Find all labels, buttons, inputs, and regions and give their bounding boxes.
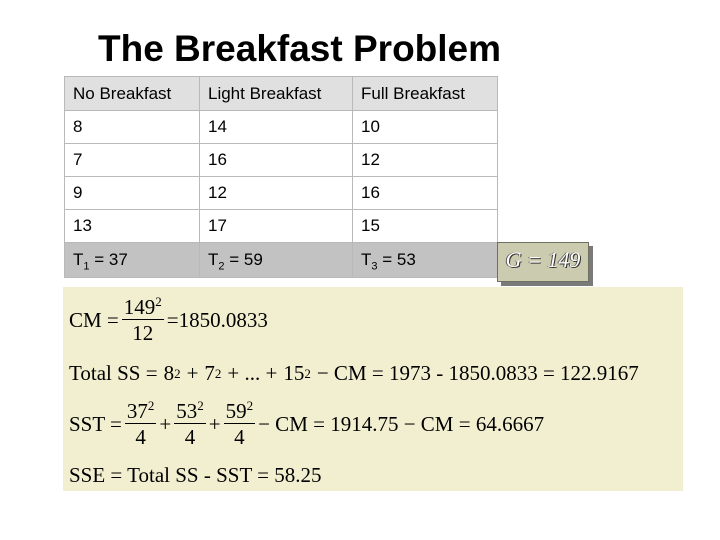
total-subscript: 2 bbox=[218, 260, 225, 273]
total-ss-lhs: Total SS = bbox=[69, 361, 158, 385]
cm-formula bbox=[69, 295, 268, 346]
total-subscript: 3 bbox=[371, 260, 378, 273]
formula-panel bbox=[63, 287, 683, 491]
cm-fraction bbox=[122, 295, 164, 346]
cm-lhs: CM = bbox=[69, 308, 119, 332]
total-value: = 53 bbox=[382, 250, 416, 269]
table-header-row bbox=[65, 77, 498, 111]
term: 8 bbox=[163, 361, 175, 385]
sst-fraction-1 bbox=[125, 399, 157, 450]
fraction-numerator bbox=[174, 399, 206, 424]
table-row bbox=[65, 177, 498, 210]
table-cell: 7 bbox=[65, 144, 200, 177]
sse-text: SSE = Total SS - SST = 58.25 bbox=[69, 463, 322, 487]
grand-total-label: G = 149 bbox=[505, 247, 581, 272]
table-cell: 12 bbox=[200, 177, 353, 210]
fraction-numerator bbox=[122, 295, 164, 320]
plus-sign: + bbox=[186, 361, 199, 385]
fraction-numerator bbox=[125, 399, 157, 424]
table-row bbox=[65, 111, 498, 144]
table-cell: 16 bbox=[200, 144, 353, 177]
table-row bbox=[65, 210, 498, 243]
total-cell-3 bbox=[353, 243, 498, 278]
numerator-base: 149 bbox=[123, 295, 156, 319]
fraction-denominator: 4 bbox=[184, 425, 196, 449]
term: 15 bbox=[283, 361, 305, 385]
total-label: T bbox=[73, 250, 84, 269]
fraction-denominator: 4 bbox=[234, 425, 245, 449]
total-label: T bbox=[361, 250, 372, 269]
sst-result: − CM = 1914.75 − CM = 64.6667 bbox=[258, 412, 545, 436]
header-no-breakfast: No Breakfast bbox=[65, 77, 200, 111]
exponent: 2 bbox=[147, 398, 155, 413]
fraction-numerator bbox=[224, 399, 256, 424]
total-ss-formula: Total SS = 8 2 + 7 2 + ... + 15 2 − CM = 1973 - 1850.0833 = 122.9167 bbox=[69, 361, 639, 385]
slide-title: The Breakfast Problem bbox=[98, 28, 502, 69]
sse-formula bbox=[69, 463, 322, 488]
plus-sign: + bbox=[208, 412, 221, 436]
sst-fraction-3 bbox=[224, 399, 256, 450]
numerator-base: 53 bbox=[176, 399, 198, 423]
sst-fraction-2 bbox=[174, 399, 206, 450]
sst-formula bbox=[69, 399, 544, 450]
table-cell: 14 bbox=[200, 111, 353, 144]
table-cell: 16 bbox=[353, 177, 498, 210]
term: 7 bbox=[204, 361, 215, 385]
header-full-breakfast: Full Breakfast bbox=[353, 77, 498, 111]
table-row bbox=[65, 144, 498, 177]
total-cell-2 bbox=[200, 243, 353, 278]
plus-sign: + bbox=[159, 412, 172, 436]
fraction-denominator: 12 bbox=[132, 321, 154, 345]
total-cell-1 bbox=[65, 243, 200, 278]
total-subscript: 1 bbox=[83, 260, 90, 273]
table-cell: 8 bbox=[65, 111, 200, 144]
numerator-base: 37 bbox=[126, 399, 148, 423]
ellipsis-terms: + ... + bbox=[227, 361, 278, 385]
exponent: 2 bbox=[246, 398, 254, 413]
header-light-breakfast: Light Breakfast bbox=[200, 77, 353, 111]
table-totals-row bbox=[65, 243, 498, 278]
sst-lhs: SST = bbox=[69, 412, 122, 436]
table-cell: 17 bbox=[200, 210, 353, 243]
cm-result: =1850.0833 bbox=[166, 308, 268, 332]
table-cell: 12 bbox=[353, 144, 498, 177]
exponent: 2 bbox=[197, 398, 204, 413]
table-cell: 9 bbox=[65, 177, 200, 210]
table-cell: 10 bbox=[353, 111, 498, 144]
total-value: = 37 bbox=[94, 250, 128, 269]
numerator-base: 59 bbox=[225, 399, 247, 423]
table-cell: 15 bbox=[353, 210, 498, 243]
breakfast-data-table bbox=[64, 76, 498, 278]
total-ss-result: − CM = 1973 - 1850.0833 = 122.9167 bbox=[316, 361, 639, 385]
fraction-denominator: 4 bbox=[135, 425, 146, 449]
total-label: T bbox=[208, 250, 219, 269]
total-value: = 59 bbox=[229, 250, 263, 269]
grand-total-box bbox=[497, 242, 589, 282]
exponent: 2 bbox=[155, 294, 162, 309]
table-cell: 13 bbox=[65, 210, 200, 243]
